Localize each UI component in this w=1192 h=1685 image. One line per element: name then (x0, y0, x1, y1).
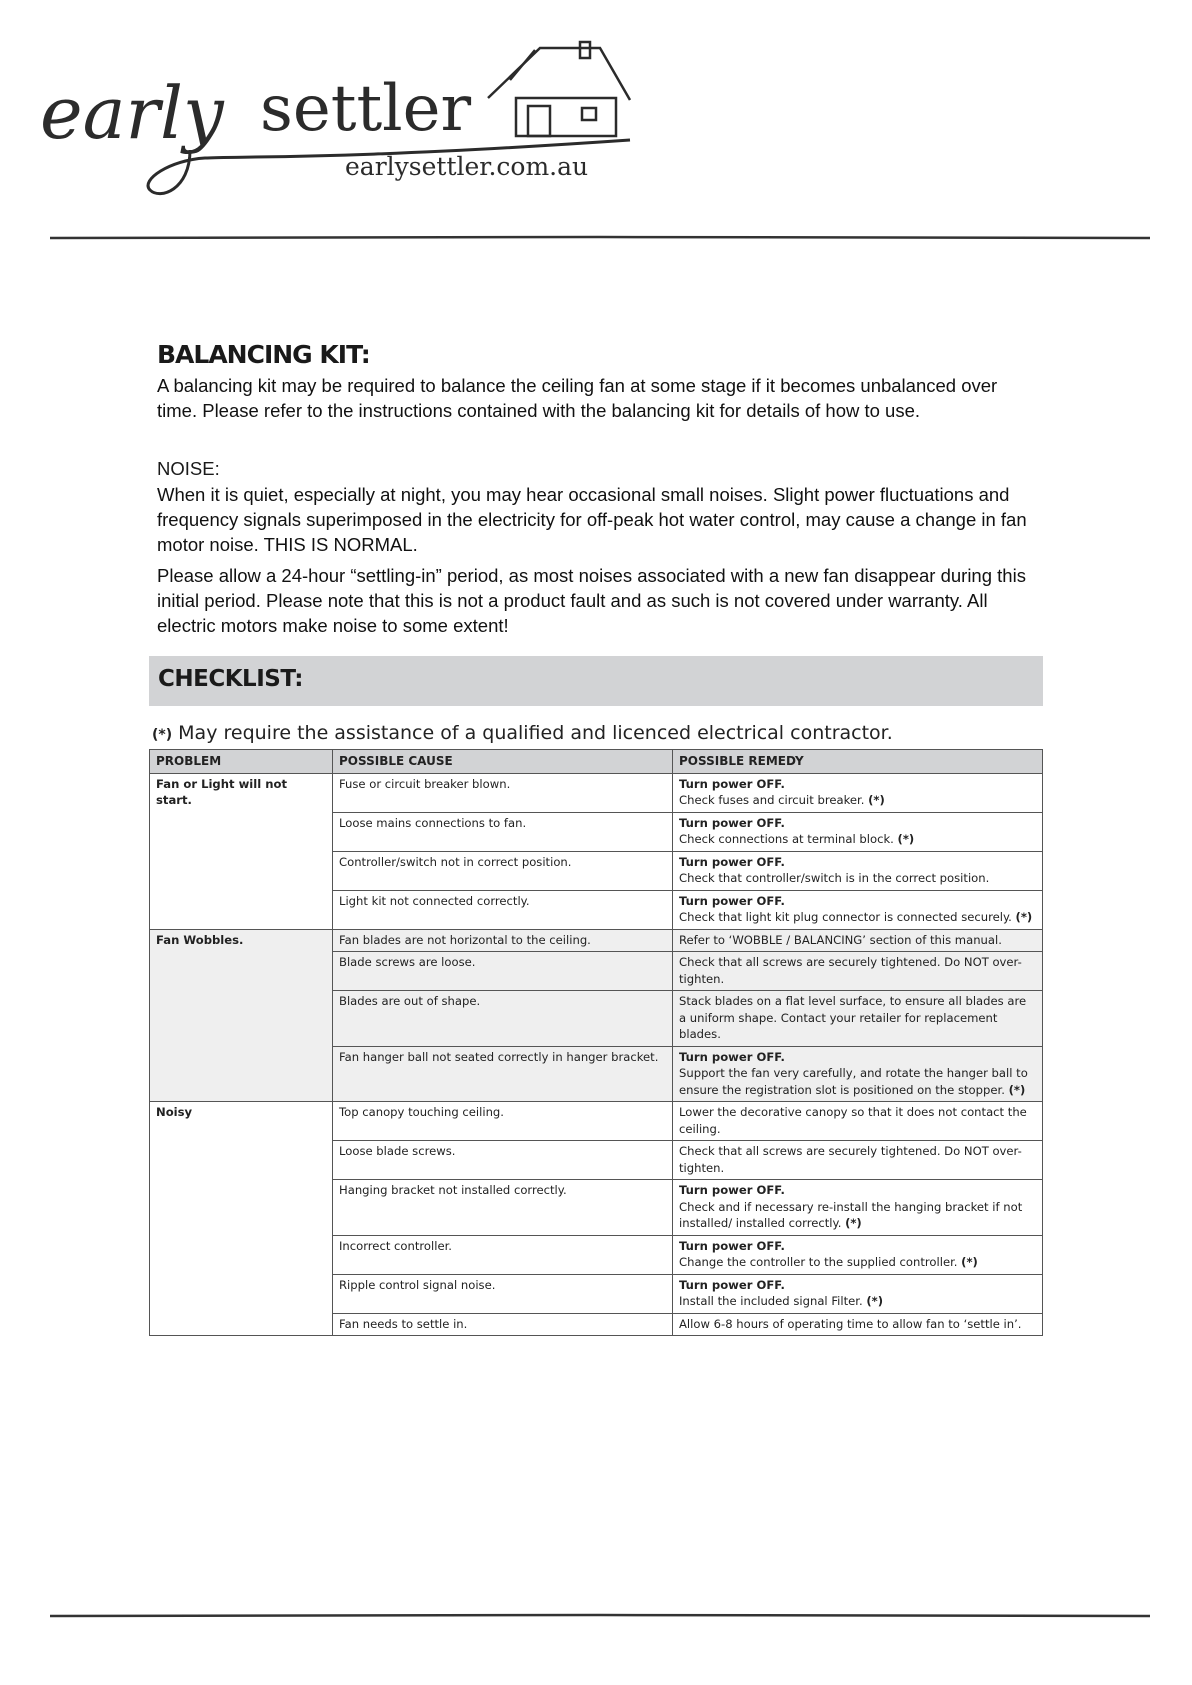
remedy-text: Check connections at terminal block. (679, 832, 894, 846)
table-row (150, 773, 1043, 812)
cause-cell: Blades are out of shape. (333, 991, 673, 1047)
remedy-text: Check that all screws are securely tightened. Do NOT over-tighten. (679, 955, 1022, 986)
remedy-warning: Turn power OFF. (679, 1183, 785, 1197)
brand-serif: settler (260, 72, 472, 146)
remedy-cell (673, 1141, 1043, 1180)
table-row (150, 1102, 1043, 1141)
remedy-cell (673, 773, 1043, 812)
table-row (150, 929, 1043, 952)
table-header-row (150, 750, 1043, 774)
remedy-text: Change the controller to the supplied controller. (679, 1255, 958, 1269)
checklist-note-text: May require the assistance of a qualified and licenced electrical contractor. (172, 722, 893, 744)
asterisk-marker: (*) (961, 1255, 978, 1269)
remedy-text: Support the fan very carefully, and rotate the hanger ball to ensure the registration slot is positioned on the stopper. (679, 1066, 1028, 1097)
checklist-note (152, 722, 893, 744)
remedy-text: Allow 6-8 hours of operating time to allow fan to ‘settle in’. (679, 1316, 1022, 1331)
table-body (150, 773, 1043, 1336)
remedy-warning: Turn power OFF. (679, 1049, 785, 1064)
checklist-heading: CHECKLIST: (158, 666, 303, 692)
remedy-cell (673, 1102, 1043, 1141)
house-icon (488, 42, 630, 136)
cause-cell: Top canopy touching ceiling. (333, 1102, 673, 1141)
remedy-text: Check that all screws are securely tightened. Do NOT over-tighten. (679, 1144, 1022, 1175)
asterisk-marker: (*) (866, 1294, 884, 1308)
cause-cell: Controller/switch not in correct position. (333, 851, 673, 890)
remedy-cell (673, 1274, 1043, 1313)
noise-paragraph-2: Please allow a 24-hour “settling-in” period, as most noises associated with a new fan disappear during this initial period. Please note that this is not a product fault and as such is not covered under warranty. All electric motors make noise to some extent! (157, 565, 1026, 636)
balancing-heading: BALANCING KIT: (157, 340, 370, 369)
remedy-warning: Turn power OFF. (679, 776, 785, 791)
problem-cell: Fan or Light will not start. (150, 773, 333, 929)
remedy-warning: Turn power OFF. (679, 1277, 785, 1292)
remedy-cell (673, 1235, 1043, 1274)
top-divider (50, 229, 1150, 237)
column-header-cause: POSSIBLE CAUSE (333, 750, 673, 774)
cause-cell: Light kit not connected correctly. (333, 890, 673, 929)
asterisk-marker: (*) (152, 727, 173, 743)
asterisk-marker: (*) (868, 793, 885, 807)
problem-cell: Noisy (150, 1102, 333, 1336)
remedy-warning: Turn power OFF. (679, 893, 785, 908)
remedy-warning: Turn power OFF. (679, 854, 785, 869)
brand-logo (40, 40, 650, 200)
bottom-divider (50, 1607, 1150, 1615)
remedy-cell (673, 991, 1043, 1047)
cause-cell: Fan needs to settle in. (333, 1313, 673, 1336)
column-header-problem: PROBLEM (150, 750, 333, 774)
cause-cell: Hanging bracket not installed correctly. (333, 1180, 673, 1236)
problem-cell: Fan Wobbles. (150, 929, 333, 1102)
asterisk-marker: (*) (897, 832, 915, 846)
asterisk-marker: (*) (845, 1216, 862, 1230)
noise-heading: NOISE: (157, 458, 220, 479)
cause-cell: Fuse or circuit breaker blown. (333, 773, 673, 812)
remedy-cell (673, 929, 1043, 952)
remedy-text: Check fuses and circuit breaker. (679, 793, 865, 807)
remedy-cell (673, 1046, 1043, 1102)
balancing-text: A balancing kit may be required to balance the ceiling fan at some stage if it becomes unbalanced over time. Please refer to the instructions contained with the balancing kit for details of how to use. (157, 375, 998, 421)
cause-cell: Ripple control signal noise. (333, 1274, 673, 1313)
remedy-warning: Turn power OFF. (679, 1238, 785, 1253)
remedy-cell (673, 1180, 1043, 1236)
asterisk-marker: (*) (1008, 1082, 1026, 1097)
remedy-text: Lower the decorative canopy so that it does not contact the ceiling. (679, 1105, 1027, 1136)
remedy-text: Stack blades on a flat level surface, to ensure all blades are a uniform shape. Contact your retailer for replacement blades. (679, 994, 1027, 1041)
cause-cell: Loose mains connections to fan. (333, 812, 673, 851)
column-header-remedy: POSSIBLE REMEDY (673, 750, 1043, 774)
cause-cell: Blade screws are loose. (333, 952, 673, 991)
checklist-heading-bar (149, 656, 1043, 706)
remedy-text: Check that light kit plug connector is connected securely. (679, 910, 1012, 924)
remedy-cell (673, 952, 1043, 991)
remedy-warning: Turn power OFF. (679, 815, 785, 830)
noise-paragraph-1: When it is quiet, especially at night, you may hear occasional small noises. Slight power fluctuations and frequency signals superimposed in the electricity for off-peak hot water control, may cause a change in fan motor noise. THIS IS NORMAL. (157, 484, 1027, 555)
brand-script: early (40, 71, 224, 155)
remedy-cell (673, 812, 1043, 851)
cause-cell: Incorrect controller. (333, 1235, 673, 1274)
asterisk-marker: (*) (1015, 910, 1033, 924)
remedy-cell (673, 890, 1043, 929)
remedy-cell (673, 851, 1043, 890)
brand-url: earlysettler.com.au (345, 152, 589, 181)
remedy-text: Install the included signal Filter. (679, 1294, 863, 1308)
cause-cell: Fan hanger ball not seated correctly in hanger bracket. (333, 1046, 673, 1102)
cause-cell: Fan blades are not horizontal to the ceiling. (333, 929, 673, 952)
checklist-table (149, 749, 1043, 1336)
remedy-text: Check and if necessary re-install the hanging bracket if not installed/ installed correctly. (679, 1199, 1023, 1230)
remedy-cell (673, 1313, 1043, 1336)
remedy-text: Check that controller/switch is in the correct position. (679, 871, 990, 885)
remedy-text: Refer to ‘WOBBLE / BALANCING’ section of this manual. (679, 932, 1002, 947)
cause-cell: Loose blade screws. (333, 1141, 673, 1180)
